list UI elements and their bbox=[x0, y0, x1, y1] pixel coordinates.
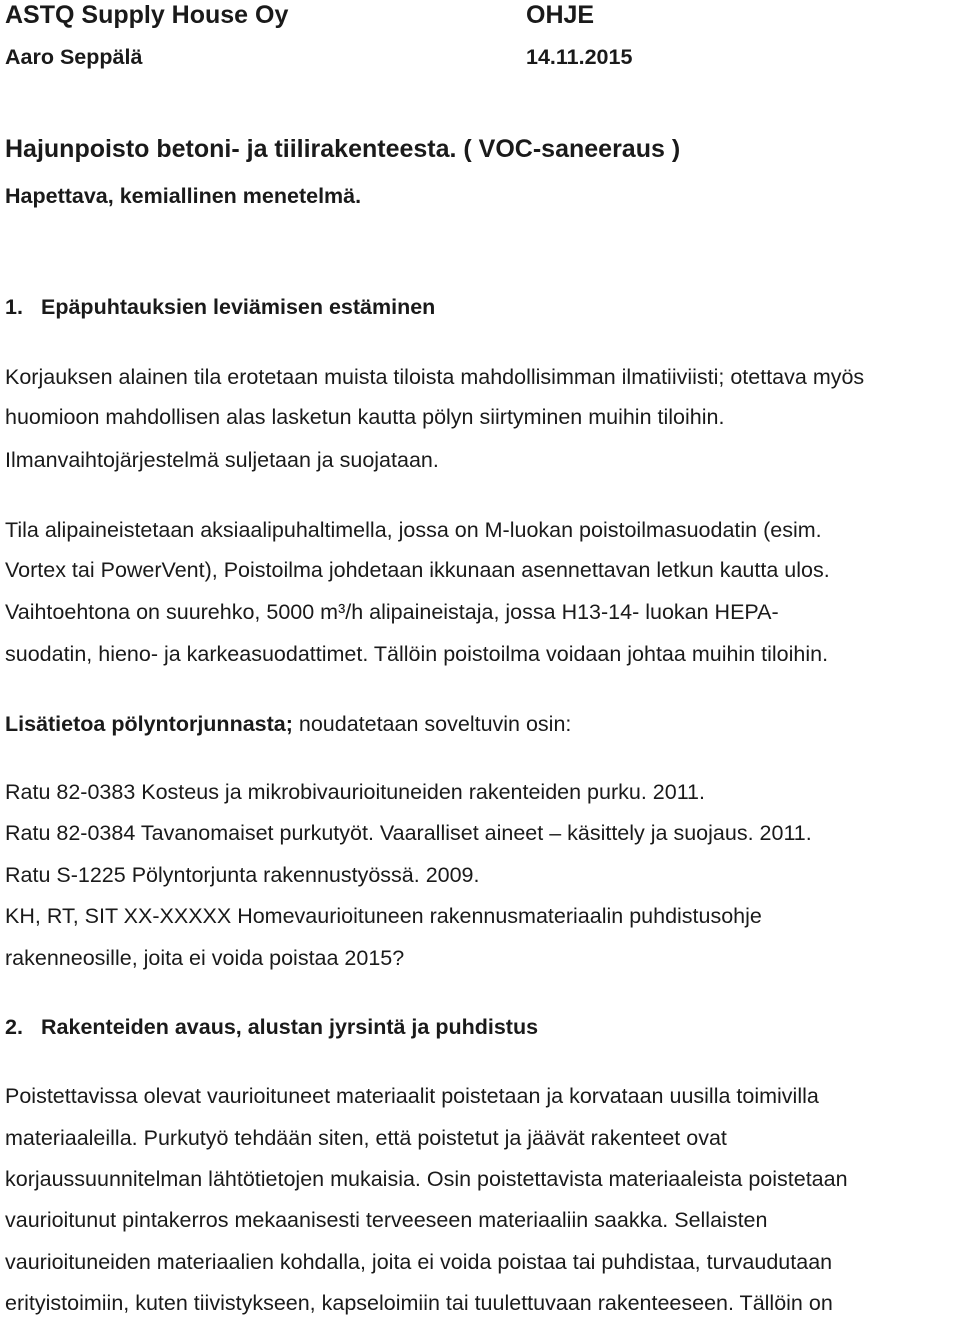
section1-para1-line: Ilmanvaihtojärjestelmä suljetaan ja suojataan. bbox=[5, 448, 439, 472]
section2-para-line: vaurioitunut pintakerros mekaanisesti terveeseen materiaaliin saakka. Sellaisten bbox=[5, 1208, 768, 1232]
reference-item: Ratu 82-0384 Tavanomaiset purkutyöt. Vaaralliset aineet – käsittely ja suojaus. 2011. bbox=[5, 821, 812, 845]
section2-title: Rakenteiden avaus, alustan jyrsintä ja puhdistus bbox=[41, 1015, 539, 1039]
reference-item: Ratu 82-0383 Kosteus ja mikrobivaurioituneiden rakenteiden purku. 2011. bbox=[5, 780, 705, 804]
dust-control-info bbox=[5, 711, 571, 737]
reference-item: rakenneosille, joita ei voida poistaa 2015? bbox=[5, 946, 405, 970]
section1-heading bbox=[5, 294, 435, 320]
section1-title: Epäpuhtauksien leviämisen estäminen bbox=[41, 295, 436, 319]
section1-para2-line: Vaihtoehtona on suurehko, 5000 m³/h alipaineistaja, jossa H13-14- luokan HEPA- bbox=[5, 600, 779, 624]
section2-number: 2. bbox=[5, 1015, 23, 1039]
section1-para1-line: huomioon mahdollisen alas lasketun kautta pölyn siirtyminen muihin tiloihin. bbox=[5, 405, 725, 429]
section1-para1-line: Korjauksen alainen tila erotetaan muista tiloista mahdollisimman ilmatiiviisti; otettava myös bbox=[5, 365, 865, 389]
section2-para-line: Poistettavissa olevat vaurioituneet materiaalit poistetaan ja korvataan uusilla toimivilla bbox=[5, 1084, 819, 1108]
section1-para2-line: Tila alipaineistetaan aksiaalipuhaltimella, jossa on M-luokan poistoilmasuodatin (esim. bbox=[5, 518, 822, 542]
section2-heading bbox=[5, 1014, 538, 1040]
section2-para-line: materiaaleilla. Purkutyö tehdään siten, että poistetut ja jäävät rakenteet ovat bbox=[5, 1126, 727, 1150]
dust-control-info-label: Lisätietoa pölyntorjunnasta; bbox=[5, 712, 293, 736]
section1-number: 1. bbox=[5, 295, 23, 319]
author-name: Aaro Seppälä bbox=[5, 45, 143, 69]
section2-para-line: korjaussuunnitelman lähtötietojen mukaisia. Osin poistettavista materiaaleista poistetaan bbox=[5, 1167, 848, 1191]
reference-item: KH, RT, SIT XX-XXXXX Homevaurioituneen rakennusmateriaalin puhdistusohje bbox=[5, 904, 762, 928]
company-name: ASTQ Supply House Oy bbox=[5, 1, 289, 29]
document-type: OHJE bbox=[526, 1, 595, 29]
document-subtitle: Hapettava, kemiallinen menetelmä. bbox=[5, 184, 362, 208]
document-title: Hajunpoisto betoni- ja tiilirakenteesta. ( VOC-saneeraus ) bbox=[5, 135, 681, 163]
reference-item: Ratu S-1225 Pölyntorjunta rakennustyössä. 2009. bbox=[5, 863, 480, 887]
section2-para-line: vaurioituneiden materiaalien kohdalla, joita ei voida poistaa tai puhdistaa, turvaudutaan bbox=[5, 1250, 833, 1274]
section2-para-line: erityistoimiin, kuten tiivistykseen, kapseloimiin tai tuulettuvaan rakenteeseen. Tällöin on bbox=[5, 1291, 833, 1315]
section1-para2-line: suodatin, hieno- ja karkeasuodattimet. Tällöin poistoilma voidaan johtaa muihin tiloihin. bbox=[5, 642, 829, 666]
dust-control-info-text: noudatetaan soveltuvin osin: bbox=[292, 712, 572, 736]
section1-para2-line: Vortex tai PowerVent), Poistoilma johdetaan ikkunaan asennettavan letkun kautta ulos. bbox=[5, 558, 830, 582]
document-date: 14.11.2015 bbox=[526, 45, 633, 69]
